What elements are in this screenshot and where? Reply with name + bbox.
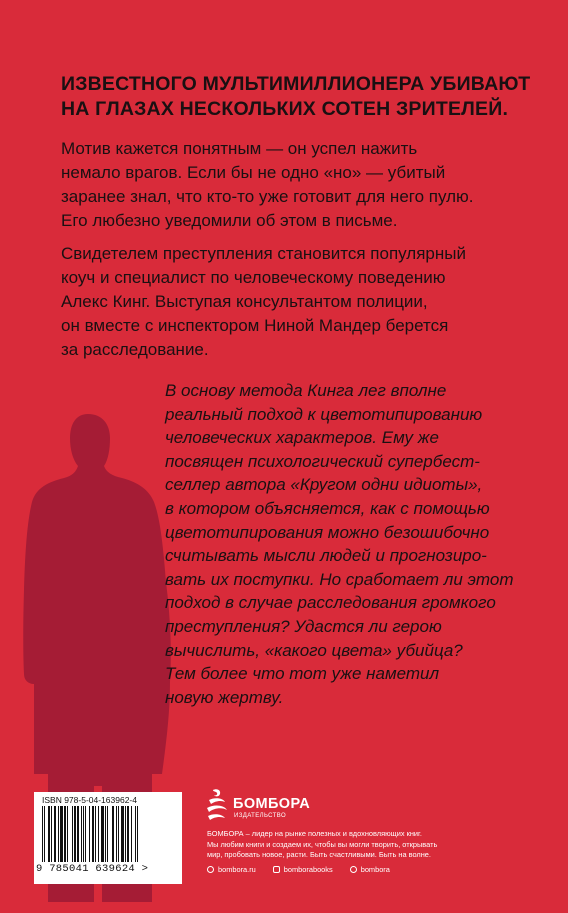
instagram-icon: [207, 866, 214, 873]
italic-line: новую жертву.: [165, 687, 284, 707]
italic-line: подход в случае расследования громкого: [165, 593, 496, 613]
bombora-wave-icon: [205, 788, 229, 822]
publisher-social-links: [207, 865, 390, 874]
paragraph-line: коуч и специалист по человеческому поведению: [61, 268, 446, 287]
italic-line: в котором объясняется, как с помощью: [165, 498, 490, 518]
paragraph-witness: [61, 242, 531, 362]
isbn-text: ISBN 978-5-04-163962-4: [42, 795, 137, 805]
barcode-digits: 9 785041 639624 >: [36, 863, 149, 875]
vk-link[interactable]: bomborabooks: [283, 865, 333, 874]
paragraph-line: Алекс Кинг. Выступая консультантом полиции,: [61, 292, 428, 311]
isbn-barcode: [34, 792, 182, 884]
paragraph-motive: [61, 137, 531, 233]
headline-line: ИЗВЕСТНОГО МУЛЬТИМИЛЛИОНЕРА УБИВАЮТ: [61, 73, 531, 95]
italic-line: преступления? Удастся ли герою: [165, 616, 442, 636]
description-line: Мы любим книги и создаем их, чтобы вы могли творить, открывать: [207, 839, 438, 849]
italic-line: Тем более что тот уже наметил: [165, 664, 440, 684]
description-line: мир, пробовать новое, расти. Быть счастливыми. Быть на волне.: [207, 850, 431, 860]
italic-line: цветотипирования можно безошибочно: [165, 522, 490, 542]
italic-line: селлер автора «Кругом одни идиоты»,: [165, 475, 483, 495]
paragraph-line: Его любезно уведомили об этом в письме.: [61, 211, 398, 230]
italic-description: [165, 379, 525, 709]
telegram-icon: [350, 866, 357, 873]
publisher-description: [207, 829, 507, 861]
paragraph-line: заранее знал, что кто-то уже готовит для него пулю.: [61, 187, 474, 206]
publisher-subtitle: ИЗДАТЕЛЬСТВО: [234, 813, 287, 819]
paragraph-line: Мотив кажется понятным — он успел нажить: [61, 139, 418, 158]
italic-line: посвящен психологический супербест-: [165, 451, 480, 471]
italic-line: человеческих характеров. Ему же: [165, 428, 439, 448]
publisher-logo: [205, 788, 325, 824]
headline-line: НА ГЛАЗАХ НЕСКОЛЬКИХ СОТЕН ЗРИТЕЛЕЙ.: [61, 98, 509, 120]
italic-line: вать их поступки. Но сработает ли этот: [165, 569, 514, 589]
barcode-bars: [40, 806, 176, 864]
italic-line: В основу метода Кинга лег вполне: [165, 381, 447, 400]
italic-line: считывать мысли людей и прогнозиро-: [165, 546, 487, 566]
paragraph-line: за расследование.: [61, 340, 209, 359]
italic-line: вычислить, «какого цвета» убийца?: [165, 640, 463, 660]
publisher-name: БОМБОРА: [233, 796, 311, 812]
description-line: БОМБОРА – лидер на рынке полезных и вдохновляющих книг.: [207, 829, 422, 838]
telegram-link[interactable]: bombora: [360, 865, 390, 874]
paragraph-line: Свидетелем преступления становится популярный: [61, 244, 466, 263]
vk-icon: [273, 866, 280, 873]
site-link[interactable]: bombora.ru: [218, 865, 256, 874]
italic-line: реальный подход к цветотипированию: [165, 404, 483, 424]
paragraph-line: немало врагов. Если бы не одно «но» — убитый: [61, 163, 446, 182]
headline: [61, 72, 531, 122]
paragraph-line: он вместе с инспектором Ниной Мандер берется: [61, 316, 449, 335]
